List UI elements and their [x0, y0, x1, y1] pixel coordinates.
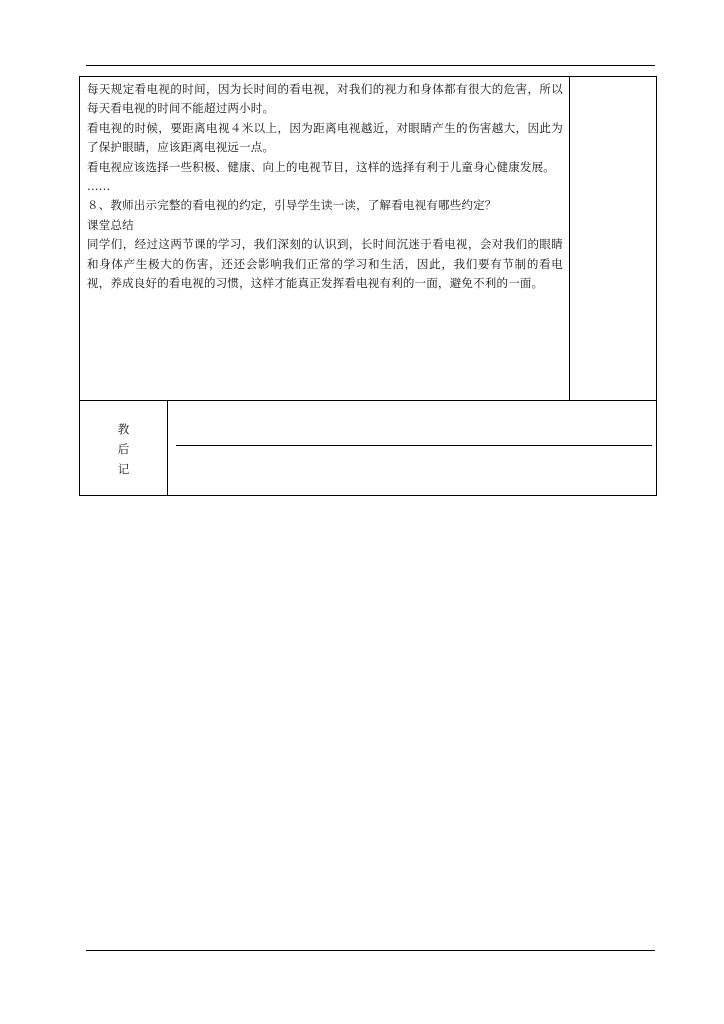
paragraph-tv-time-limit: 每天规定看电视的时间，因为长时间的看电视，对我们的视力和身体都有很大的危害，所以每天看电视的时间不能超过两小时。 [87, 82, 563, 116]
label-char-1: 教 [117, 422, 130, 436]
lesson-content-cell [80, 77, 570, 401]
paragraph-summary: 同学们，经过这两节课的学习，我们深刻的认识到，长时间沉迷于看电视，会对我们的眼睛和身体产生极大的伤害，还还会影响我们正常的学习和生活，因此，我们要有节制的看电视，养成良好的看电视的习惯，这样才能真正发挥看电视有利的一面，避免不利的一面。 [87, 237, 563, 291]
margin-notes-cell [570, 77, 656, 401]
heading-class-summary: 课堂总结 [87, 217, 134, 232]
notes-writing-line [176, 445, 652, 446]
header-rule [86, 65, 655, 66]
post-lesson-notes-area [168, 401, 656, 495]
paragraph-ellipsis: …… [87, 179, 111, 194]
paragraph-step-8: ８、教师出示完整的看电视的约定，引导学生读一读，了解看电视有哪些约定？ [87, 198, 497, 213]
paragraph-tv-distance: 看电视的时候，要距离电视４米以上，因为距离电视越近，对眼睛产生的伤害越大，因此为了保护眼睛，应该距离电视远一点。 [87, 120, 563, 155]
label-char-3: 记 [117, 462, 130, 476]
post-lesson-notes-label [80, 401, 168, 495]
label-char-2: 后 [117, 442, 130, 456]
paragraph-tv-program-choice: 看电视应该选择一些积极、健康、向上的电视节目，这样的选择有利于儿童身心健康发展。 [87, 159, 555, 174]
footer-rule [86, 950, 655, 951]
lesson-plan-table [79, 76, 657, 496]
